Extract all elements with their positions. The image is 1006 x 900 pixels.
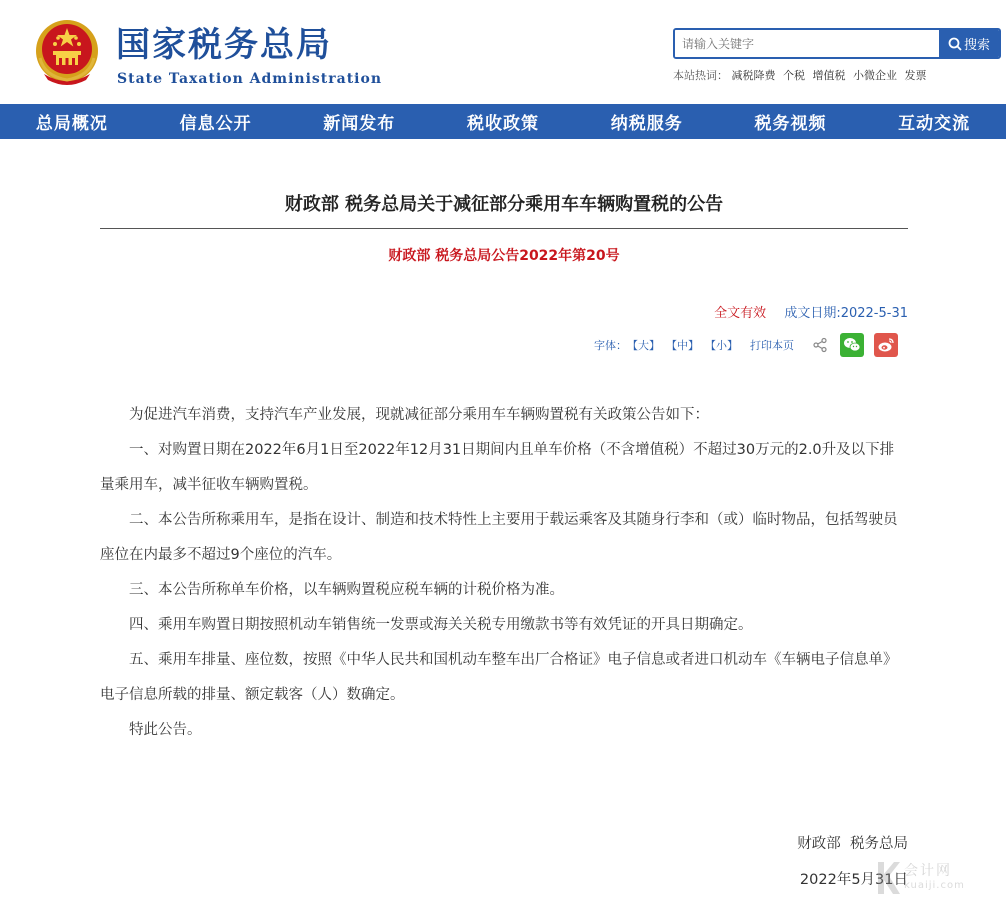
title-divider (100, 228, 908, 229)
search-button[interactable] (939, 30, 999, 57)
search-box (673, 28, 1001, 59)
article-paragraph: 三、本公告所称单车价格，以车辆购置税应税车辆的计税价格为准。 (129, 582, 564, 598)
wechat-share-icon[interactable] (840, 333, 864, 357)
article-doc-number: 财政部 税务总局公告2022年第20号 (388, 248, 620, 264)
weibo-share-icon[interactable] (874, 333, 898, 357)
article-paragraph: 四、乘用车购置日期按照机动车销售统一发票或海关关税专用缴款书等有效凭证的开具日期确定。 (129, 617, 753, 633)
font-small-button[interactable]: 【小】 (705, 339, 738, 352)
nav-item-service[interactable]: 纳税服务 (610, 114, 683, 134)
article-paragraph: 特此公告。 (129, 722, 202, 738)
article-paragraph: 五、乘用车排量、座位数，按照《中华人民共和国机动车整车出厂合格证》电子信息或者进口机动车《车辆电子信息单》电子信息所载的排量、额定载客（人）数确定。 (100, 652, 898, 703)
nav-item-video[interactable]: 税务视频 (754, 114, 827, 134)
font-medium-button[interactable]: 【中】 (666, 339, 699, 352)
hotword-link[interactable]: 发票 (904, 69, 927, 82)
hotword-link[interactable]: 增值税 (812, 69, 846, 82)
nav-item-news[interactable]: 新闻发布 (323, 114, 396, 134)
article-date: 成文日期:2022-5-31 (784, 306, 908, 321)
nav-item-disclosure[interactable]: 信息公开 (179, 114, 252, 134)
watermark (874, 858, 1002, 898)
hotword-link[interactable]: 减税降费 (731, 69, 776, 82)
article-title: 财政部 税务总局关于减征部分乘用车车辆购置税的公告 (284, 194, 724, 215)
site-header (0, 0, 1006, 104)
signature-organization: 财政部 税务总局 (797, 836, 908, 852)
article-body (100, 398, 908, 748)
article-paragraph: 为促进汽车消费，支持汽车产业发展，现就减征部分乘用车车辆购置税有关政策公告如下： (129, 407, 709, 423)
hotwords-bar (673, 67, 931, 83)
watermark-url: kuaiji.com (904, 880, 965, 891)
hotword-link[interactable]: 小微企业 (853, 69, 897, 82)
article-meta (714, 302, 908, 321)
nav-item-overview[interactable]: 总局概况 (35, 114, 108, 134)
font-size-label: 字体： (594, 339, 627, 352)
nav-item-interaction[interactable]: 互动交流 (898, 114, 971, 134)
validity-status: 全文有效 (714, 306, 767, 321)
search-icon (948, 37, 962, 51)
article-paragraph: 一、对购置日期在2022年6月1日至2022年12月31日期间内且单车价格（不含增值税）不超过30万元的2.0升及以下排量乘用车，减半征收车辆购置税。 (100, 442, 895, 493)
hotword-link[interactable]: 个税 (783, 69, 805, 82)
search-button-label: 搜索 (963, 38, 990, 53)
watermark-logo-icon (874, 860, 900, 896)
font-large-button[interactable]: 【大】 (627, 339, 660, 352)
hotwords-label: 本站热词： (673, 69, 728, 82)
main-nav (0, 104, 1006, 139)
print-button[interactable]: 打印本页 (750, 339, 794, 352)
signature-date: 2022年5月31日 (799, 872, 908, 888)
share-icon[interactable] (812, 337, 828, 353)
site-logo-cn[interactable]: 国家税务总局 (116, 25, 332, 65)
search-input[interactable] (675, 30, 941, 57)
national-emblem-icon[interactable] (34, 18, 100, 88)
article-paragraph: 二、本公告所称乘用车，是指在设计、制造和技术特性上主要用于载运乘客及其随身行李和（或）临时物品，包括驾驶员座位在内最多不超过9个座位的汽车。 (100, 512, 898, 563)
nav-item-policy[interactable]: 税收政策 (467, 114, 540, 134)
article-tools (594, 332, 898, 358)
site-logo-en[interactable]: State Taxation Administration (117, 71, 383, 87)
watermark-text: 会计网 (904, 863, 952, 879)
